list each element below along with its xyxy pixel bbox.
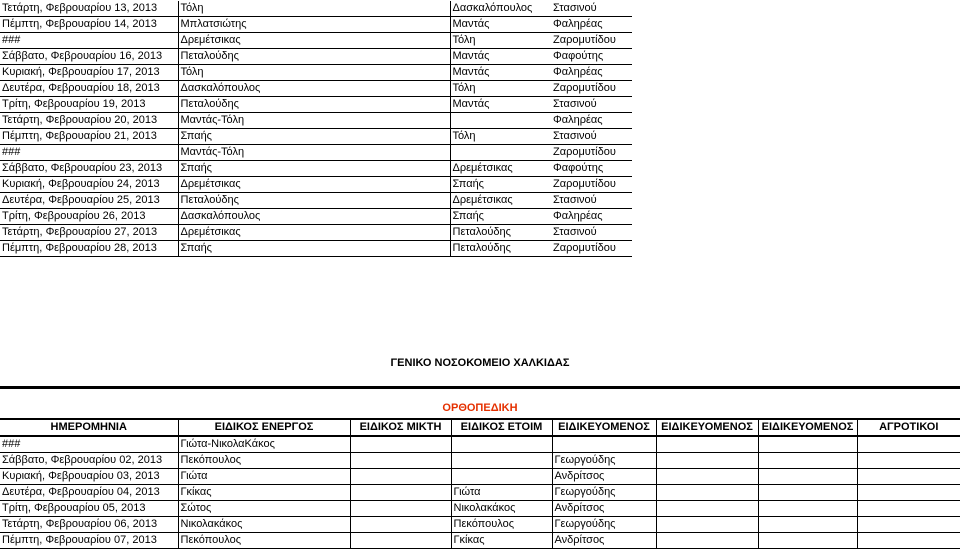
schedule-cell[interactable] — [857, 517, 960, 533]
schedule-cell[interactable] — [656, 501, 758, 517]
table-row — [0, 209, 632, 225]
table-row — [0, 469, 960, 485]
top-schedule-table — [0, 1, 632, 257]
section-top-border — [0, 386, 960, 389]
schedule-cell[interactable] — [350, 501, 451, 517]
date-cell[interactable]: Πέμπτη, Φεβρουαρίου 07, 2013 — [0, 533, 178, 549]
schedule-cell[interactable] — [451, 453, 552, 469]
third-doctor-cell[interactable]: Ζαρομυτίδου — [553, 82, 616, 94]
header-row — [0, 419, 960, 436]
column-header: ΗΜΕΡΟΜΗΝΙΑ — [0, 419, 178, 436]
schedule-cell[interactable]: Νικολακάκος — [451, 501, 552, 517]
date-cell[interactable]: Τρίτη, Φεβρουαρίου 05, 2013 — [0, 501, 178, 517]
table-row — [0, 81, 632, 97]
table-row — [0, 225, 632, 241]
column-header: ΕΙΔΙΚΟΣ ΕΤΟΙΜ — [451, 419, 552, 436]
second-doctor-cell[interactable]: Δασκαλόπουλος — [452, 2, 533, 14]
third-doctor-cell[interactable]: Στασινού — [553, 98, 597, 110]
date-cell[interactable]: Σάββατο, Φεβρουαρίου 02, 2013 — [0, 453, 178, 469]
table-row — [0, 241, 632, 257]
date-cell[interactable]: Δευτέρα, Φεβρουαρίου 04, 2013 — [0, 485, 178, 501]
table-row — [0, 193, 632, 209]
second-doctor-cell[interactable]: Μαντάς — [452, 66, 490, 78]
schedule-cell[interactable]: Πεκόπουλος — [451, 517, 552, 533]
schedule-cell[interactable] — [552, 436, 656, 453]
schedule-cell[interactable] — [857, 453, 960, 469]
third-doctor-cell[interactable]: Φαφούτης — [553, 50, 604, 62]
column-header: ΕΙΔΙΚΕΥΟΜΕΝΟΣ — [552, 419, 656, 436]
column-header: ΕΙΔΙΚΟΣ ΜΙΚΤΗ — [350, 419, 451, 436]
active-doctor-cell[interactable]: Δασκαλόπουλος — [178, 81, 450, 97]
third-doctor-cell[interactable]: Ζαρομυτίδου — [553, 34, 616, 46]
schedule-cell[interactable] — [350, 485, 451, 501]
schedule-cell[interactable] — [656, 453, 758, 469]
date-cell[interactable]: ### — [0, 145, 178, 161]
date-cell[interactable]: Σάββατο, Φεβρουαρίου 23, 2013 — [0, 161, 178, 177]
active-doctor-cell[interactable]: Δρεμέτσικας — [178, 33, 450, 49]
schedule-cell[interactable]: Γιώτα — [178, 469, 350, 485]
table-row — [0, 97, 632, 113]
third-doctor-cell[interactable]: Στασινού — [553, 194, 597, 206]
orthopedic-schedule-table — [0, 418, 960, 549]
schedule-cell[interactable] — [350, 517, 451, 533]
schedule-cell[interactable]: Πεκόπουλος — [178, 453, 350, 469]
active-doctor-cell[interactable]: Δασκαλόπουλος — [178, 209, 450, 225]
active-doctor-cell[interactable]: Πεταλούδης — [178, 97, 450, 113]
column-header: ΕΙΔΙΚΕΥΟΜΕΝΟΣ — [758, 419, 857, 436]
date-cell[interactable]: Τρίτη, Φεβρουαρίου 26, 2013 — [0, 209, 178, 225]
schedule-cell[interactable] — [758, 453, 857, 469]
second-doctor-cell[interactable]: Μαντάς — [452, 18, 490, 30]
second-doctor-cell[interactable]: Δρεμέτσικας — [452, 162, 513, 174]
schedule-cell[interactable]: Ανδρίτσος — [552, 469, 656, 485]
second-doctor-cell[interactable]: Μαντάς — [452, 98, 490, 110]
schedule-cell[interactable]: Ανδρίτσος — [552, 501, 656, 517]
schedule-cell[interactable] — [758, 533, 857, 549]
third-doctor-cell[interactable]: Φαφούτης — [553, 162, 604, 174]
active-doctor-cell[interactable]: Σπαής — [178, 129, 450, 145]
second-doctor-cell[interactable]: Σπαής — [452, 178, 484, 190]
schedule-cell[interactable] — [656, 469, 758, 485]
date-cell[interactable]: Κυριακή, Φεβρουαρίου 17, 2013 — [0, 65, 178, 81]
third-doctor-cell[interactable]: Φαληρέας — [553, 210, 603, 222]
second-doctor-cell[interactable]: Πεταλούδης — [452, 226, 511, 238]
third-doctor-cell[interactable]: Ζαρομυτίδου — [553, 146, 616, 158]
schedule-cell[interactable] — [350, 453, 451, 469]
schedule-cell[interactable] — [758, 501, 857, 517]
table-row — [0, 453, 960, 469]
third-doctor-cell[interactable]: Φαληρέας — [553, 114, 603, 126]
schedule-cell[interactable] — [656, 485, 758, 501]
table-row — [0, 49, 632, 65]
third-doctor-cell[interactable]: Στασινού — [553, 2, 597, 14]
table-row — [0, 177, 632, 193]
schedule-cell[interactable] — [656, 533, 758, 549]
column-header: ΕΙΔΙΚΕΥΟΜΕΝΟΣ — [656, 419, 758, 436]
schedule-cell[interactable] — [656, 436, 758, 453]
active-doctor-cell[interactable]: Μαντάς-Τόλη — [178, 145, 450, 161]
hospital-title: ΓΕΝΙΚΟ ΝΟΣΟΚΟΜΕΙΟ ΧΑΛΚΙΔΑΣ — [390, 357, 570, 369]
table-row — [0, 129, 632, 145]
schedule-cell[interactable]: Γκίκας — [178, 485, 350, 501]
schedule-cell[interactable] — [451, 436, 552, 453]
table-row — [0, 65, 632, 81]
schedule-cell[interactable]: Πεκόπουλος — [178, 533, 350, 549]
date-cell[interactable]: ### — [0, 33, 178, 49]
second-doctor-cell[interactable] — [450, 145, 551, 161]
date-cell[interactable]: Δευτέρα, Φεβρουαρίου 25, 2013 — [0, 193, 178, 209]
date-cell[interactable]: Τρίτη, Φεβρουαρίου 19, 2013 — [0, 97, 178, 113]
schedule-cell[interactable]: Γεωργούδης — [552, 517, 656, 533]
date-cell[interactable]: Πέμπτη, Φεβρουαρίου 28, 2013 — [0, 241, 178, 257]
active-doctor-cell[interactable]: Μαντάς-Τόλη — [178, 113, 450, 129]
second-doctor-cell[interactable] — [450, 113, 551, 129]
date-cell[interactable]: Πέμπτη, Φεβρουαρίου 21, 2013 — [0, 129, 178, 145]
date-cell[interactable]: Τετάρτη, Φεβρουαρίου 20, 2013 — [0, 113, 178, 129]
second-doctor-cell[interactable]: Τόλη — [452, 34, 476, 46]
second-doctor-cell[interactable]: Δρεμέτσικας — [452, 194, 513, 206]
schedule-cell[interactable] — [451, 469, 552, 485]
column-header: ΕΙΔΙΚΟΣ ΕΝΕΡΓΟΣ — [178, 419, 350, 436]
schedule-cell[interactable]: Ανδρίτσος — [552, 533, 656, 549]
schedule-cell[interactable] — [758, 485, 857, 501]
third-doctor-cell[interactable]: Ζαρομυτίδου — [553, 178, 616, 190]
schedule-cell[interactable] — [758, 469, 857, 485]
table-row — [0, 1, 632, 17]
second-doctor-cell[interactable]: Τόλη — [452, 130, 476, 142]
table-row — [0, 161, 632, 177]
date-cell[interactable]: Κυριακή, Φεβρουαρίου 24, 2013 — [0, 177, 178, 193]
schedule-cell[interactable] — [857, 469, 960, 485]
active-doctor-cell[interactable]: Τόλη — [178, 1, 450, 17]
active-doctor-cell[interactable]: Σπαής — [178, 241, 450, 257]
second-doctor-cell[interactable]: Πεταλούδης — [452, 242, 511, 254]
table-row — [0, 145, 632, 161]
table-row — [0, 113, 632, 129]
second-doctor-cell[interactable]: Τόλη — [452, 82, 476, 94]
active-doctor-cell[interactable]: Δρεμέτσικας — [178, 225, 450, 241]
schedule-cell[interactable]: Γεωργούδης — [552, 485, 656, 501]
department-title: ΟΡΘΟΠΕΔΙΚΗ — [442, 402, 518, 414]
schedule-cell[interactable] — [857, 501, 960, 517]
schedule-cell[interactable]: Γεωργούδης — [552, 453, 656, 469]
table-row — [0, 501, 960, 517]
schedule-cell[interactable] — [656, 517, 758, 533]
schedule-cell[interactable] — [857, 533, 960, 549]
table-row — [0, 33, 632, 49]
third-doctor-cell[interactable]: Φαληρέας — [553, 66, 603, 78]
date-cell[interactable]: Κυριακή, Φεβρουαρίου 03, 2013 — [0, 469, 178, 485]
schedule-cell[interactable] — [350, 469, 451, 485]
date-cell[interactable]: Τετάρτη, Φεβρουαρίου 27, 2013 — [0, 225, 178, 241]
table-row — [0, 436, 960, 453]
column-header: ΑΓΡΟΤΙΚΟΙ — [879, 421, 939, 433]
third-doctor-cell[interactable]: Φαληρέας — [553, 18, 603, 30]
third-doctor-cell[interactable]: Στασινού — [553, 130, 597, 142]
date-cell[interactable]: ### — [0, 436, 178, 453]
active-doctor-cell[interactable]: Σπαής — [178, 161, 450, 177]
date-cell[interactable]: Πέμπτη, Φεβρουαρίου 14, 2013 — [0, 17, 178, 33]
third-doctor-cell[interactable]: Στασινού — [553, 226, 597, 238]
schedule-cell[interactable]: Σώτος — [178, 501, 350, 517]
active-doctor-cell[interactable]: Πεταλούδης — [178, 49, 450, 65]
schedule-cell[interactable] — [857, 436, 960, 453]
second-doctor-cell[interactable]: Σπαής — [452, 210, 484, 222]
schedule-cell[interactable] — [758, 517, 857, 533]
table-row — [0, 17, 632, 33]
schedule-cell[interactable]: Γιώτα-ΝικολαΚάκος — [178, 436, 350, 453]
table-row — [0, 517, 960, 533]
schedule-cell[interactable] — [350, 533, 451, 549]
second-doctor-cell[interactable]: Μαντάς — [452, 50, 490, 62]
schedule-cell[interactable]: Νικολακάκος — [178, 517, 350, 533]
schedule-cell[interactable] — [350, 436, 451, 453]
date-cell[interactable]: Τετάρτη, Φεβρουαρίου 13, 2013 — [0, 1, 178, 17]
table-row — [0, 485, 960, 501]
schedule-cell[interactable] — [758, 436, 857, 453]
date-cell[interactable]: Σάββατο, Φεβρουαρίου 16, 2013 — [0, 49, 178, 65]
schedule-cell[interactable]: Γκίκας — [451, 533, 552, 549]
active-doctor-cell[interactable]: Τόλη — [178, 65, 450, 81]
active-doctor-cell[interactable]: Μπλατσιώτης — [178, 17, 450, 33]
third-doctor-cell[interactable]: Ζαρομυτίδου — [553, 242, 616, 254]
active-doctor-cell[interactable]: Πεταλούδης — [178, 193, 450, 209]
table-row — [0, 533, 960, 549]
date-cell[interactable]: Δευτέρα, Φεβρουαρίου 18, 2013 — [0, 81, 178, 97]
active-doctor-cell[interactable]: Δρεμέτσικας — [178, 177, 450, 193]
schedule-cell[interactable] — [857, 485, 960, 501]
date-cell[interactable]: Τετάρτη, Φεβρουαρίου 06, 2013 — [0, 517, 178, 533]
schedule-cell[interactable]: Γιώτα — [451, 485, 552, 501]
